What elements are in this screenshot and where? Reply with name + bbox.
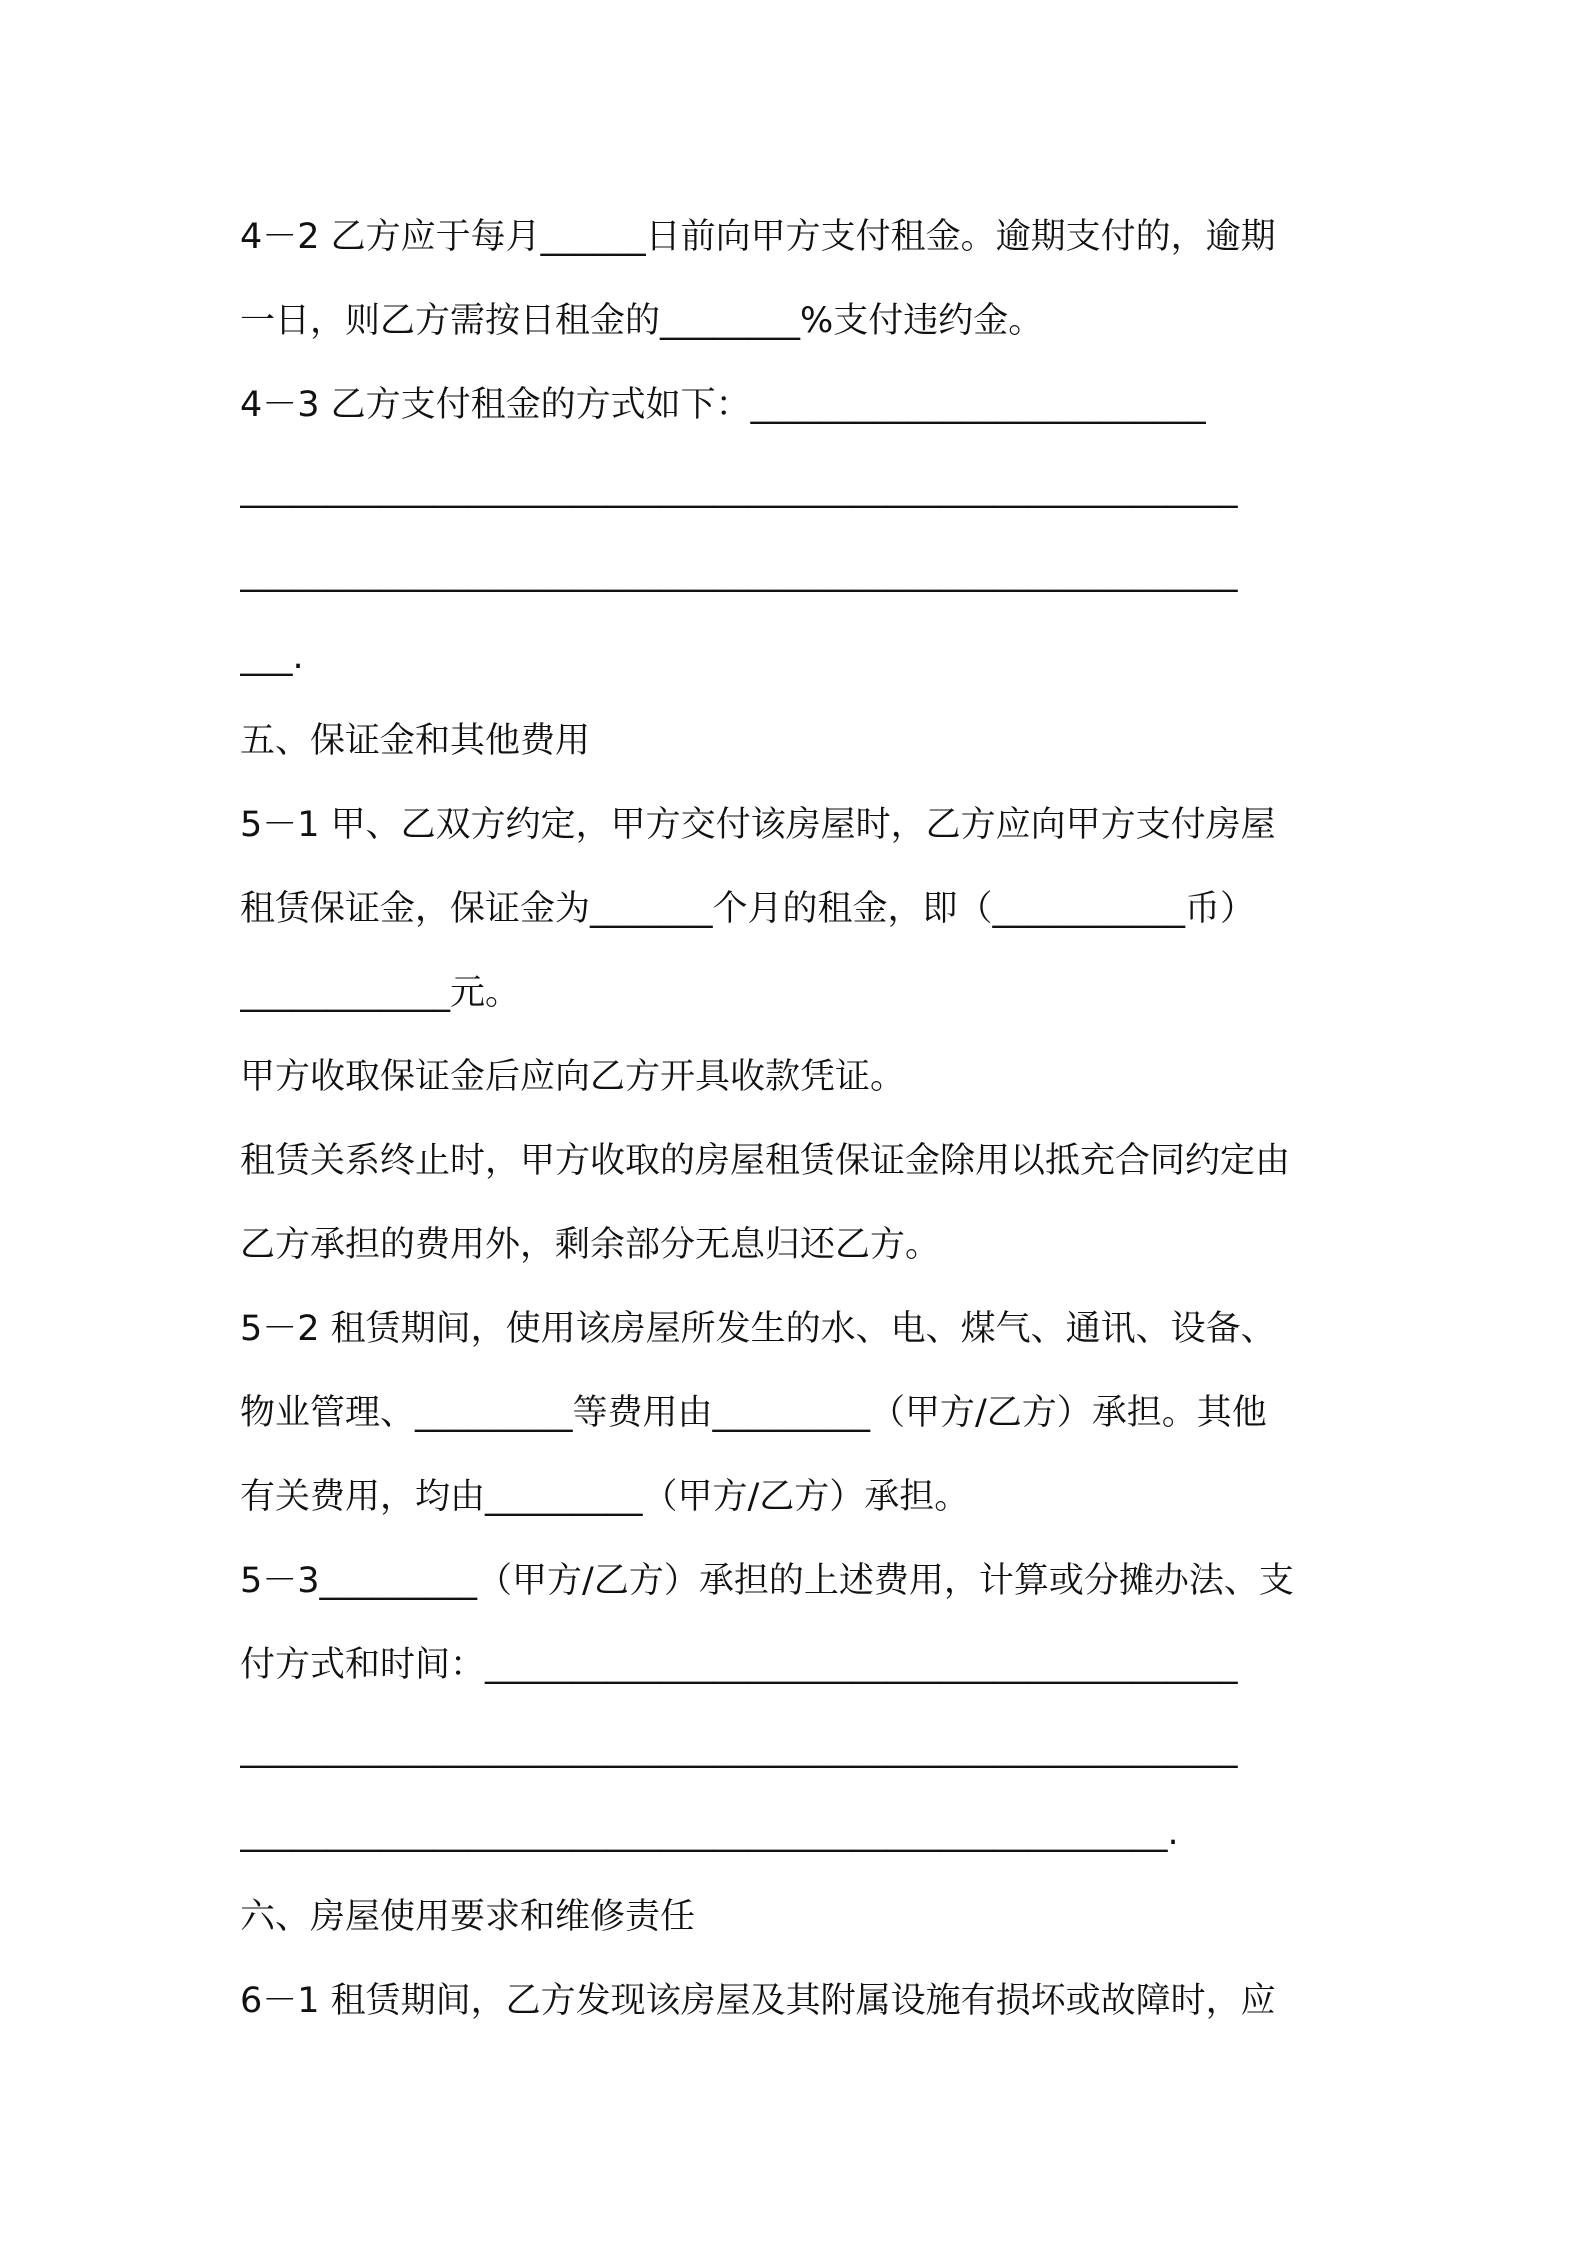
- termination-line-1: 租赁关系终止时，甲方收取的房屋租赁保证金除用以抵充合同约定由: [240, 1141, 1291, 1181]
- clause-4-2-line-1: 4－2 乙方应于每月______日前向甲方支付租金。逾期支付的，逾期: [240, 217, 1276, 257]
- contract-text: [240, 195, 1360, 2043]
- clause-4-3-line-3: _________________________________________________________: [240, 553, 1238, 593]
- clause-5-3-line-1: 5－3_________（甲方/乙方）承担的上述费用，计算或分摊办法、支: [240, 1561, 1294, 1601]
- clause-5-1-line-2: 租赁保证金，保证金为_______个月的租金，即（___________币）: [240, 889, 1256, 929]
- clause-4-3-line-1: 4－3 乙方支付租金的方式如下：__________________________: [240, 385, 1206, 425]
- clause-4-2-line-2: 一日，则乙方需按日租金的________%支付违约金。: [240, 301, 1044, 341]
- termination-line-2: 乙方承担的费用外，剩余部分无息归还乙方。: [240, 1225, 941, 1265]
- clause-5-1-line-1: 5－1 甲、乙双方约定，甲方交付该房屋时，乙方应向甲方支付房屋: [240, 805, 1276, 845]
- clause-5-3-line-2: 付方式和时间：___________________________________________: [240, 1645, 1238, 1685]
- clause-5-2-line-3: 有关费用，均由_________（甲方/乙方）承担。: [240, 1477, 970, 1517]
- clause-5-3-line-4: _____________________________________________________.: [240, 1813, 1179, 1853]
- clause-6-1-line-1: 6－1 租赁期间，乙方发现该房屋及其附属设施有损坏或故障时，应: [240, 1981, 1276, 2021]
- clause-4-3-line-4: ___.: [240, 637, 304, 677]
- section-6-heading: 六、房屋使用要求和维修责任: [240, 1897, 696, 1937]
- clause-5-2-line-1: 5－2 租赁期间，使用该房屋所发生的水、电、煤气、通讯、设备、: [240, 1309, 1276, 1349]
- receipt-line: 甲方收取保证金后应向乙方开具收款凭证。: [240, 1057, 906, 1097]
- clause-5-1-line-3: ____________元。: [240, 973, 521, 1013]
- clause-5-2-line-2: 物业管理、_________等费用由_________（甲方/乙方）承担。其他: [240, 1393, 1267, 1433]
- clause-5-3-line-3: _________________________________________________________: [240, 1729, 1238, 1769]
- section-5-heading: 五、保证金和其他费用: [240, 721, 591, 761]
- clause-4-3-line-2: _________________________________________________________: [240, 469, 1238, 509]
